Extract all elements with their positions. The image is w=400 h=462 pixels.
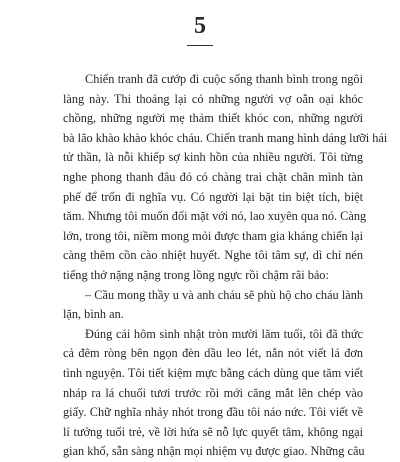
text-line: gian khổ, sẵn sàng nhận mọi nhiệm vụ được giao. Những câu (63, 444, 365, 459)
text-line: nghe phong thanh đâu đó có chàng trai chặt chân mình tàn (63, 169, 363, 184)
text-line: tử thần, là nỗi khiếp sợ kinh hồn của nhiều người. Tôi từng (63, 150, 363, 165)
text-line: tiếng thở nặng nặng trong lồng ngực rồi chậm rãi bảo: (63, 267, 329, 282)
text-line: cả đêm ròng bên ngọn đèn dầu leo lét, nắn nót viết lá đơn (63, 346, 363, 361)
text-line: phế để trốn đi nghĩa vụ. Có người lại bặt tin biệt tích, biệt (63, 189, 363, 204)
chapter-number: 5 (194, 13, 206, 39)
text-line: bà lão khào khào khóc cháu. Chiến tranh mang hình dáng lưỡi hái (63, 130, 388, 145)
text-line: chồng, những người mẹ thảm thiết khóc con, những người (63, 111, 363, 126)
text-line: lí tưởng tuổi trẻ, về lời hứa sẽ nỗ lực quyết tâm, không ngại (63, 424, 363, 439)
paragraph-2 (63, 286, 363, 325)
text-line: lặn, bình an. (63, 307, 124, 322)
text-line: nháp ra lá chuối tươi trước rồi mới căng mắt lên chép vào (63, 385, 363, 400)
paragraph-1 (63, 70, 388, 286)
chapter-divider (187, 45, 213, 46)
text-line: tình nguyện. Tôi tiết kiệm mực bằng cách dùng que tăm viết (63, 365, 363, 380)
text-line: – Cầu mong thầy u và anh cháu sẽ phù hộ cho cháu lành (85, 287, 363, 302)
body-text (63, 70, 388, 462)
text-line: giấy. Chữ nghĩa nhảy nhót trong đầu tôi náo nức. Tôi viết về (63, 405, 363, 420)
text-line: lớn, trong tôi, niềm mong mỏi được tham gia kháng chiến lại (63, 228, 364, 243)
text-line: làng này. Thi thoảng lại có những người vợ oằn oại khóc (63, 91, 363, 106)
text-line: tăm. Nhưng tôi muốn đối mặt với nó, lao xuyên qua nó. Càng (63, 209, 367, 224)
text-line: Chiến tranh đã cướp đi cuộc sống thanh bình trong ngôi (85, 72, 363, 86)
text-line: Đúng cái hôm sinh nhật tròn mười lăm tuổi, tôi đã thức (85, 326, 363, 341)
paragraph-3 (63, 325, 363, 462)
text-line: càng thêm cồn cào nhiệt huyết. Nghe tôi tâm sự, dì chỉ nén (63, 248, 363, 263)
